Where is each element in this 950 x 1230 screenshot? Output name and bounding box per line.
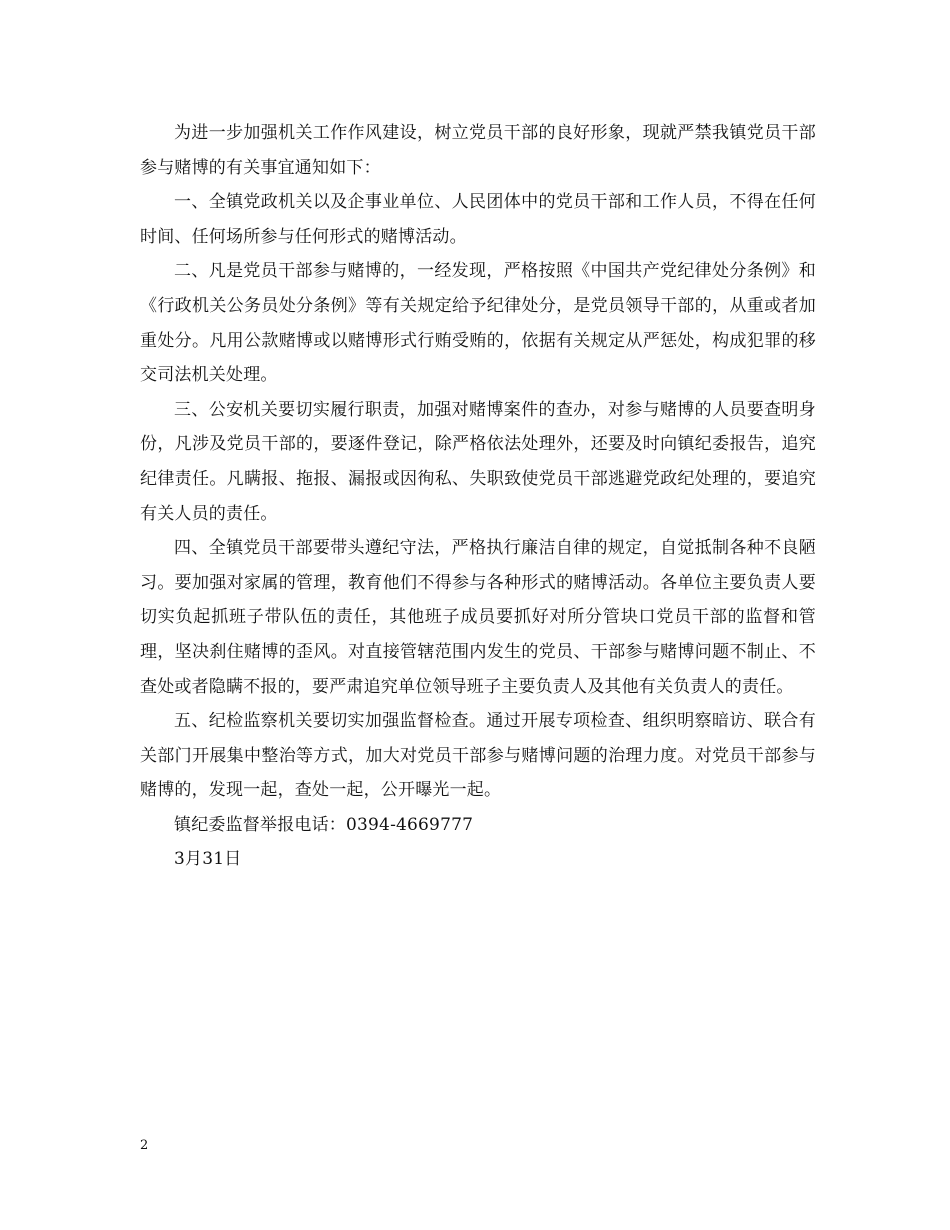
paragraph-item-5: 五、纪检监察机关要切实加强监督检查。通过开展专项检查、组织明察暗访、联合有关部门开展集中整治等方式，加大对党员干部参与赌博问题的治理力度。对党员干部参与赌博的，发现一起，查处一起，公开曝光一起。 xyxy=(140,711,816,801)
page-number: 2 xyxy=(140,1138,149,1153)
paragraph-intro: 为进一步加强机关工作作风建设，树立党员干部的良好形象，现就严禁我镇党员干部参与赌博的有关事宜通知如下： xyxy=(140,123,816,178)
paragraph-item-4: 四、全镇党员干部要带头遵纪守法，严格执行廉洁自律的规定，自觉抵制各种不良陋习。要加强对家属的管理，教育他们不得参与各种形式的赌博活动。各单位主要负责人要切实负起抓班子带队伍的责任，其他班子成员要抓好对所分管块口党员干部的监督和管理，坚决刹住赌博的歪风。对直接管辖范围内发生的党员、干部参与赌博问题不制止、不查处或者隐瞒不报的，要严肃追究单位领导班子主要负责人及其他有关负责人的责任。 xyxy=(140,538,816,697)
paragraph-item-1: 一、全镇党政机关以及企事业单位、人民团体中的党员干部和工作人员，不得在任何时间、任何场所参与任何形式的赌博活动。 xyxy=(140,192,816,247)
paragraph-item-2: 二、凡是党员干部参与赌博的，一经发现，严格按照《中国共产党纪律处分条例》和《行政机关公务员处分条例》等有关规定给予纪律处分，是党员领导干部的，从重或者加重处分。凡用公款赌博或以赌博形式行贿受贿的，依据有关规定从严惩处，构成犯罪的移交司法机关处理。 xyxy=(140,261,816,386)
document-date: 3月31日 xyxy=(174,849,242,870)
document-body xyxy=(140,116,816,877)
paragraph-item-3: 三、公安机关要切实履行职责，加强对赌博案件的查办，对参与赌博的人员要查明身份，凡涉及党员干部的，要逐件登记，除严格依法处理外，还要及时向镇纪委报告，追究纪律责任。凡瞒报、拖报、漏报或因徇私、失职致使党员干部逃避党政纪处理的，要追究有关人员的责任。 xyxy=(140,399,816,524)
report-hotline: 镇纪委监督举报电话：0394-4669777 xyxy=(174,814,474,835)
